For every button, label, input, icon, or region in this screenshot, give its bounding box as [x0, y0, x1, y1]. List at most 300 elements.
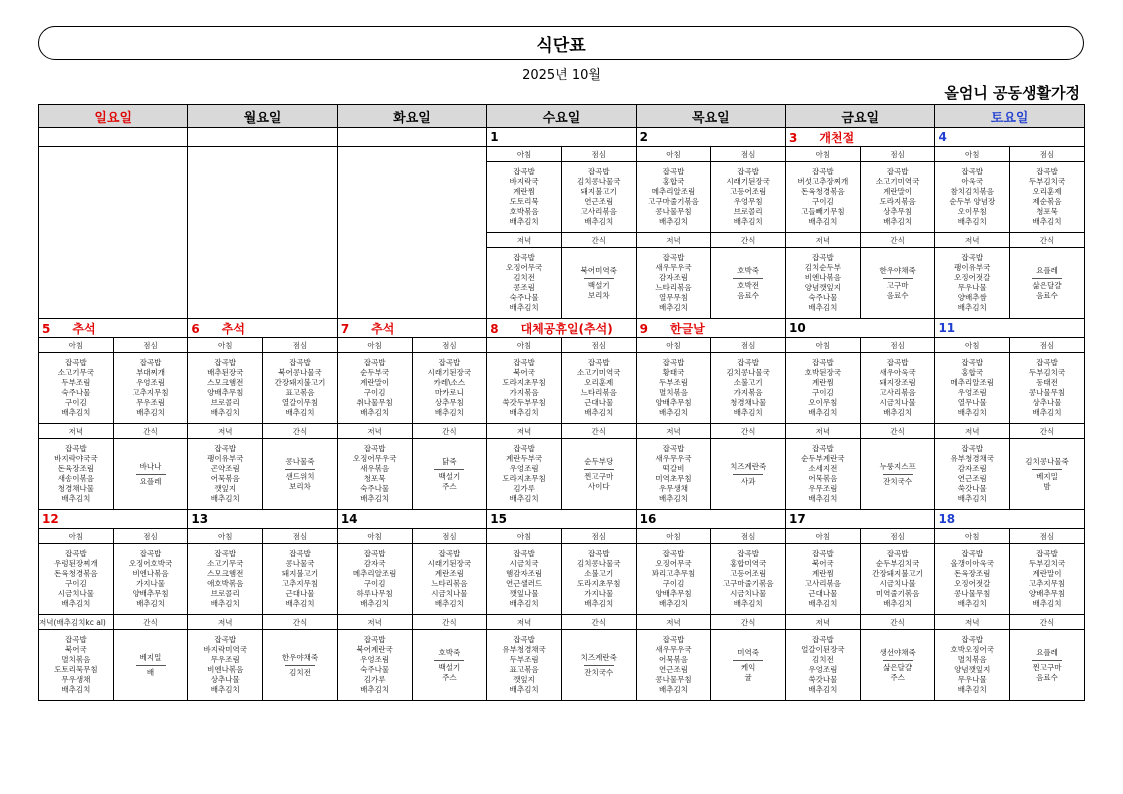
day-date	[337, 510, 486, 529]
dinner-label: 저녁	[487, 233, 562, 248]
menu-item: 근대나물	[584, 398, 614, 407]
dinner-menu	[188, 630, 263, 701]
breakfast-menu	[935, 162, 1010, 233]
menu-item: 올갱이아욱국	[950, 559, 995, 568]
menu-item: 치즈계란죽	[730, 461, 767, 471]
menu-item: 배추김치	[584, 217, 614, 226]
day-date	[487, 510, 636, 529]
menu-item: 황태국	[662, 368, 685, 377]
menu-item: 잡곡밥	[737, 358, 760, 367]
menu-item: 바나나	[139, 461, 162, 471]
snack-menu	[412, 630, 487, 701]
menu-item: 배추김치	[285, 408, 315, 417]
lunch-menu	[561, 353, 636, 424]
menu-item: 잔치국수	[584, 667, 614, 677]
menu-item: 잔치국수	[883, 476, 913, 486]
menu-item: 유부청경채국	[950, 454, 995, 463]
menu-item: 우엉조림	[808, 665, 838, 674]
menu-item: 잡곡밥	[961, 444, 984, 453]
menu-item: 떡갈비	[662, 464, 685, 473]
date-row	[39, 319, 1085, 338]
menu-item: 두부조림	[509, 655, 539, 664]
month-label: 2025년 10월	[522, 68, 601, 83]
breakfast-menu	[636, 162, 711, 233]
menu-item: 잡곡밥	[662, 167, 685, 176]
menu-item: 배추김치	[658, 494, 688, 503]
lunch-label: 점심	[711, 147, 786, 162]
dinner-label: 저녁	[636, 424, 711, 439]
menu-item: 고구마줄기볶음	[648, 197, 699, 206]
date-number: 3	[789, 130, 798, 145]
dinner-menu	[487, 248, 562, 319]
breakfast-label: 아침	[636, 338, 711, 353]
menu-calendar	[38, 104, 1085, 701]
menu-item: 계란말이	[883, 187, 913, 196]
menu-item: 간장돼지불고기	[274, 378, 326, 387]
lunch-label: 점심	[561, 529, 636, 544]
menu-item: 배추김치	[210, 408, 240, 417]
menu-item: 누룽지스프	[879, 461, 916, 471]
menu-item: 고사리볶음	[804, 579, 841, 588]
menu-item: 양념깻잎지	[954, 665, 991, 674]
weekday-header: 금요일	[786, 105, 935, 128]
menu-item: 숙주나물	[360, 484, 390, 493]
dinner-menu	[786, 630, 861, 701]
breakfast-label: 아침	[636, 147, 711, 162]
menu-item: 김치콩나물국	[577, 177, 621, 186]
menu-item: 배추김치	[808, 685, 838, 694]
menu-item: 잡곡밥	[886, 358, 909, 367]
snack-menu	[1010, 248, 1085, 319]
menu-item: 새우아욱국	[879, 368, 916, 377]
menu-item: 배	[146, 667, 155, 677]
menu-item: 잡곡밥	[587, 167, 610, 176]
dinner-label: 저녁	[786, 233, 861, 248]
day-date	[337, 319, 486, 338]
menu-item: 백설기	[438, 662, 461, 672]
menu-item: 표고볶음	[509, 665, 539, 674]
lunch-menu	[113, 544, 188, 615]
menu-item: 새우무우국	[655, 263, 692, 272]
menu-item: 양배추무침	[1028, 589, 1066, 598]
meal-label-row	[39, 147, 1085, 162]
snack-menu	[561, 248, 636, 319]
holiday-name: 개천절	[819, 130, 855, 145]
meal-row	[39, 544, 1085, 615]
snack-menu	[113, 630, 188, 701]
weekday-header: 월요일	[188, 105, 337, 128]
breakfast-label: 아침	[188, 338, 263, 353]
breakfast-label: 아침	[39, 338, 114, 353]
menu-item: 무우조림	[210, 655, 240, 664]
menu-item: 소불고기	[584, 569, 614, 578]
day-date	[636, 128, 785, 147]
menu-item: 상추나물	[1032, 398, 1062, 407]
menu-item: 잡곡밥	[662, 549, 685, 558]
menu-item: 배추김치	[584, 599, 614, 608]
dinner-menu	[487, 630, 562, 701]
menu-item: 배추된장국	[207, 368, 244, 377]
breakfast-menu	[487, 162, 562, 233]
day-date	[188, 319, 337, 338]
snack-menu	[860, 248, 935, 319]
menu-item: 주스	[442, 481, 457, 491]
day-date	[935, 319, 1084, 338]
menu-item: 도라지초무침	[577, 579, 621, 588]
menu-item: 연근조림	[658, 665, 688, 674]
lunch-label: 점심	[711, 529, 786, 544]
menu-item: 잡곡밥	[662, 358, 685, 367]
menu-item: 무우나물	[957, 283, 987, 292]
snack-menu	[711, 439, 786, 510]
dinner-label: 저녁	[636, 615, 711, 630]
menu-item: 잡곡밥	[587, 358, 610, 367]
menu-item: 잡곡밥	[961, 358, 984, 367]
breakfast-menu	[188, 353, 263, 424]
menu-item: 홍합미역국	[730, 559, 767, 568]
weekday-header: 목요일	[636, 105, 785, 128]
snack-menu	[711, 248, 786, 319]
menu-item: 배추김치	[1032, 599, 1062, 608]
menu-item: 요플레	[1036, 647, 1058, 657]
menu-item: 멸치볶음	[61, 655, 91, 664]
menu-item: 배추김치	[957, 599, 987, 608]
empty-date	[188, 128, 337, 147]
menu-item: 잡곡밥	[289, 358, 311, 367]
menu-item: 호박된장국	[804, 368, 841, 377]
menu-item: 잡곡밥	[1036, 167, 1058, 176]
menu-item: 메추리알조림	[352, 569, 397, 578]
menu-item: 배추김치	[509, 408, 539, 417]
snack-label: 간식	[263, 424, 338, 439]
dinner-menu	[39, 630, 114, 701]
dinner-label: 저녁	[487, 424, 562, 439]
menu-item: 음료수	[737, 290, 760, 300]
date-number: 4	[938, 130, 947, 144]
menu-item: 바지락국	[509, 177, 539, 186]
menu-item: 백설기	[438, 471, 461, 481]
day-date	[786, 510, 935, 529]
menu-item: 보리차	[289, 481, 311, 491]
menu-item: 잡곡밥	[662, 635, 685, 644]
menu-item: 잡곡밥	[961, 549, 984, 558]
dinner-label: 저녁	[636, 233, 711, 248]
menu-item: 베지밀	[1036, 471, 1058, 481]
menu-item: 두부조림	[61, 378, 91, 387]
menu-item: 김가루	[363, 675, 386, 684]
menu-item: 계란찜	[513, 187, 535, 196]
menu-item: 배추김치	[285, 599, 315, 608]
breakfast-menu	[188, 544, 263, 615]
menu-item: 잡곡밥	[812, 444, 834, 453]
menu-item: 배추김치	[883, 408, 913, 417]
menu-item: 잡곡밥	[1036, 358, 1058, 367]
breakfast-menu	[636, 544, 711, 615]
date-number: 13	[191, 512, 209, 526]
menu-item: 꽈리고추무침	[651, 569, 696, 578]
menu-item: 잡곡밥	[961, 167, 984, 176]
menu-item: 오이무침	[808, 398, 838, 407]
holiday-name: 추석	[72, 321, 96, 336]
snack-label: 간식	[561, 424, 636, 439]
menu-item: 배추김치	[360, 494, 390, 503]
menu-item: 배추김치	[1032, 408, 1062, 417]
breakfast-label: 아침	[487, 338, 562, 353]
snack-label: 간식	[1010, 233, 1085, 248]
menu-item: 구이김	[363, 579, 386, 588]
snack-divider	[584, 469, 614, 470]
menu-item: 호박전	[737, 280, 760, 290]
menu-item: 배추김치	[733, 599, 763, 608]
menu-item: 북어국	[513, 368, 535, 377]
menu-item: 호박볶음	[509, 207, 539, 216]
menu-item: 두부김치국	[1028, 177, 1066, 186]
menu-item: 콩나물무침	[655, 207, 692, 216]
menu-item: 두부조림	[658, 378, 688, 387]
meal-label-row	[39, 424, 1085, 439]
menu-item: 연근조림	[957, 474, 987, 483]
menu-item: 감자조림	[658, 273, 688, 282]
menu-item: 닭죽	[442, 456, 457, 466]
dinner-label: 저녁	[39, 424, 114, 439]
snack-divider	[434, 469, 464, 470]
menu-item: 무우생채	[61, 675, 91, 684]
menu-item: 배추김치	[808, 408, 838, 417]
menu-item: 잡곡밥	[886, 167, 909, 176]
menu-item: 열무나물	[957, 398, 987, 407]
day-date	[39, 319, 188, 338]
menu-item: 잡곡밥	[438, 549, 461, 558]
menu-item: 잡곡밥	[214, 549, 237, 558]
lunch-label: 점심	[113, 529, 188, 544]
date-row	[39, 510, 1085, 529]
menu-item: 잡곡밥	[812, 549, 834, 558]
lunch-menu	[860, 353, 935, 424]
snack-divider	[285, 665, 315, 666]
menu-item: 찐고구마	[1032, 662, 1062, 672]
breakfast-label: 아침	[786, 147, 861, 162]
menu-item: 돈육청경볶음	[54, 569, 98, 578]
date-number: 15	[490, 512, 507, 526]
menu-item: 잡곡밥	[139, 358, 162, 367]
date-number: 12	[42, 512, 59, 526]
menu-item: 브로콜리	[733, 207, 763, 216]
holiday-name: 대체공휴일(추석)	[520, 321, 613, 336]
menu-item: 애호박볶음	[207, 579, 244, 588]
dinner-label: 저녁	[935, 233, 1010, 248]
menu-item: 소고기무국	[207, 559, 244, 568]
empty-date	[39, 128, 188, 147]
menu-item: 요플레	[139, 476, 162, 486]
menu-item: 잡곡밥	[812, 635, 834, 644]
meal-label-row	[39, 615, 1085, 630]
snack-label: 간식	[711, 233, 786, 248]
breakfast-menu	[337, 544, 412, 615]
menu-item: 소고기무국	[57, 368, 94, 377]
menu-item: 무우조림	[136, 398, 166, 407]
menu-item: 계란찜	[812, 378, 834, 387]
snack-divider	[733, 278, 763, 279]
menu-item: 간장돼지불고기	[872, 569, 923, 578]
menu-item: 팽이유부국	[207, 454, 244, 463]
menu-item: 김치전	[513, 273, 535, 282]
menu-item: 순두부당	[584, 456, 614, 466]
dinner-label: 저녁	[935, 615, 1010, 630]
day-date	[188, 510, 337, 529]
menu-item: 고추지무침	[1028, 579, 1066, 588]
meal-row	[39, 630, 1085, 701]
dinner-menu	[39, 439, 114, 510]
menu-item: 우엉무침	[733, 197, 763, 206]
menu-item: 배추김치	[210, 685, 240, 694]
menu-item: 콩나물무침	[1028, 388, 1066, 397]
menu-item: 잡곡밥	[64, 444, 87, 453]
dinner-label: 저녁	[935, 424, 1010, 439]
menu-item: 돼지불고기	[281, 569, 319, 578]
menu-item: 버섯고추장찌개	[797, 177, 849, 186]
menu-item: 잡곡밥	[812, 253, 834, 262]
snack-divider	[136, 665, 166, 666]
menu-item: 한우야채죽	[879, 265, 916, 275]
menu-item: 깻잎나물	[509, 589, 539, 598]
lunch-menu	[263, 544, 338, 615]
menu-item: 상추나물	[210, 675, 240, 684]
menu-item: 잡곡밥	[214, 358, 237, 367]
menu-item: 김치콩나물국	[577, 559, 621, 568]
lunch-label: 점심	[711, 338, 786, 353]
date-number: 18	[938, 512, 956, 526]
menu-item: 시금치나물	[57, 589, 94, 598]
dinner-menu	[487, 439, 562, 510]
lunch-menu	[412, 544, 487, 615]
day-date	[786, 319, 935, 338]
menu-item: 오리훈제	[584, 378, 614, 387]
snack-menu	[860, 439, 935, 510]
menu-item: 홍합국	[662, 177, 685, 186]
menu-item: 계란찜	[812, 569, 834, 578]
menu-item: 도토리묵무침	[54, 665, 98, 674]
lunch-menu	[711, 162, 786, 233]
menu-item: 김치콩나물국	[726, 368, 770, 377]
menu-item: 배추김치	[61, 685, 91, 694]
date-number: 2	[639, 130, 648, 144]
menu-item: 쑥갓나물	[808, 675, 838, 684]
snack-menu	[113, 439, 188, 510]
day-date	[636, 319, 785, 338]
menu-item: 열갈이무침	[281, 398, 319, 407]
menu-item: 우엉조림	[136, 378, 166, 387]
dinner-label: 저녁	[337, 615, 412, 630]
title-text: 식단표	[536, 35, 586, 56]
menu-item: 오징어무국	[505, 263, 543, 272]
menu-item: 청포묵	[1036, 207, 1058, 216]
menu-item: 귤	[744, 672, 752, 682]
menu-item: 오이무침	[957, 207, 987, 216]
lunch-label: 점심	[860, 147, 935, 162]
menu-item: 배추김치	[957, 685, 987, 694]
menu-item: 북어국	[812, 559, 834, 568]
menu-item: 가지나물	[136, 579, 166, 588]
menu-item: 잡곡밥	[64, 635, 87, 644]
menu-item: 양배추무침	[207, 388, 244, 397]
menu-item: 잡곡밥	[961, 635, 984, 644]
snack-label: 간식	[263, 615, 338, 630]
menu-item: 잡곡밥	[363, 358, 386, 367]
date-row	[39, 128, 1085, 147]
snack-divider	[733, 660, 763, 661]
snack-label: 간식	[412, 615, 487, 630]
weekday-header: 일요일	[39, 105, 188, 128]
menu-item: 가지볶음	[733, 388, 763, 397]
menu-item: 보리차	[587, 290, 610, 300]
menu-item: 가지볶음	[509, 388, 539, 397]
menu-item: 잡곡밥	[214, 635, 237, 644]
breakfast-menu	[487, 544, 562, 615]
snack-divider	[584, 665, 614, 666]
menu-item: 양배추쌈	[957, 293, 987, 302]
menu-item: 스모크햄전	[207, 569, 244, 578]
menu-item: 잡곡밥	[513, 358, 535, 367]
menu-item: 김치콩나물죽	[1025, 456, 1069, 466]
snack-label: 간식	[1010, 424, 1085, 439]
menu-item: 계란말이	[360, 378, 390, 387]
menu-item: 배추김치	[434, 408, 464, 417]
menu-item: 오징어젓갈	[954, 273, 991, 282]
menu-item: 제순볶음	[1032, 197, 1062, 206]
menu-item: 생선야채죽	[879, 647, 916, 657]
date-number: 7	[340, 321, 350, 336]
date-number: 10	[789, 321, 806, 335]
menu-item: 브로콜리	[210, 589, 240, 598]
menu-item: 하루나무침	[356, 589, 393, 598]
menu-item: 동태전	[1036, 378, 1058, 387]
menu-item: 찐고구마	[584, 471, 614, 481]
menu-item: 삶은달걀	[883, 662, 913, 672]
date-number: 8	[490, 321, 499, 336]
lunch-label: 점심	[1010, 529, 1085, 544]
menu-item: 잡곡밥	[139, 549, 162, 558]
menu-item: 상추무침	[434, 398, 464, 407]
menu-item: 밤	[1043, 481, 1051, 491]
menu-item: 아욱국	[961, 177, 984, 186]
menu-item: 김치전	[289, 667, 311, 677]
day-date	[39, 510, 188, 529]
day-date	[487, 319, 636, 338]
snack-menu	[1010, 630, 1085, 701]
menu-item: 북어미역죽	[580, 265, 617, 275]
snack-label: 간식	[860, 615, 935, 630]
dinner-menu	[935, 439, 1010, 510]
lunch-label: 점심	[561, 147, 636, 162]
menu-item: 소고기미역국	[577, 368, 621, 377]
menu-item: 돈육청경볶음	[801, 187, 845, 196]
menu-item: 쑥갓나물	[957, 484, 987, 493]
menu-item: 배추김치	[808, 494, 838, 503]
snack-divider	[136, 474, 166, 475]
menu-item: 잡곡밥	[513, 444, 535, 453]
menu-item: 시금치국	[509, 559, 539, 568]
menu-item: 유부청경채국	[502, 645, 546, 654]
menu-item: 시래기된장국	[427, 368, 472, 377]
menu-item: 취나물무침	[356, 398, 393, 407]
menu-item: 배추김치	[584, 408, 614, 417]
dinner-menu	[188, 439, 263, 510]
menu-item: 배추김치	[957, 408, 987, 417]
menu-item: 숙주나물	[360, 665, 390, 674]
menu-item: 시금치나물	[879, 398, 916, 407]
menu-item: 구이김	[662, 579, 685, 588]
menu-item: 배추김치	[509, 494, 539, 503]
